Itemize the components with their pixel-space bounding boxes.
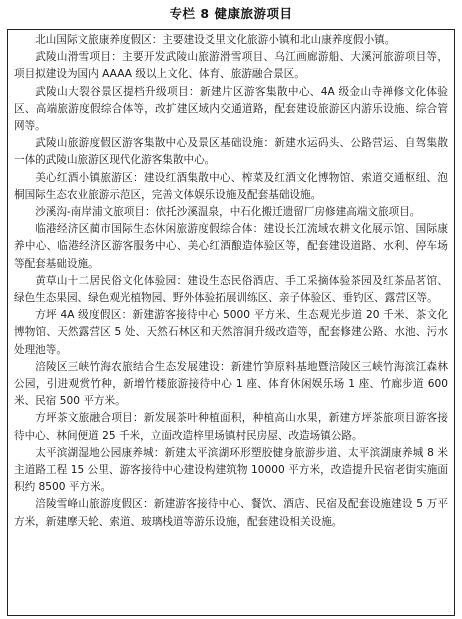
project-paragraph: 临港经济区蔺市国际生态休闲旅游度假综合体：建设长江流域农耕文化展示馆、国际康养中心、临港经济区游客服务中心、美心红酒酿造体验区等，配套建设道路、水利、停车场等配套基础设施。 bbox=[14, 223, 448, 270]
project-paragraph: 武陵山旅游度假区游客集散中心及景区基础设施：新建水运码头、公路营运、自驾集散一体的武陵山旅游区现代化游客集散中心。 bbox=[14, 137, 448, 167]
project-paragraph: 太平滨湖湿地公园康养城：新建太平滨湖环形塑胶健身旅游步道、太平滨湖康养城 8 米主道路工程 15 公里、游客接待中心建设构建筑物 10000 平方米，改造提升民宿老街实施面积约 8500 平方米。 bbox=[14, 446, 448, 494]
project-paragraph: 武陵山大裂谷景区提档升级项目：新建片区游客集散中心、4A 级金山寺禅修文化体验区、高端旅游度假综合体等，改扩建区域内交通道路，配套建设旅游区内游乐设施、综合管网等。 bbox=[14, 85, 448, 133]
project-paragraph: 黄草山十二居民俗文化体验园：建设生态民俗酒店、手工采摘体验茶园及红茶品茗馆、绿色生态果园、绿色观光植物园、野外体验拓展训练区、亲子体验区、垂钓区、露营区等。 bbox=[14, 274, 448, 305]
project-paragraph: 涪陵雪峰山旅游度假区：新建游客接待中心、餐饮、酒店、民宿及配套设施建设 5 万平方米，新建摩天轮、索道、玻璃栈道等游乐设施，配套建设相关设施。 bbox=[14, 498, 448, 528]
page-title: 专栏 8 健康旅游项目 bbox=[169, 6, 293, 21]
project-paragraph: 沙溪沟-南岸浦文旅项目：依托沙溪温泉，中石化搬迁遗留厂房修建高端文旅项目。 bbox=[35, 206, 421, 219]
project-paragraph: 方坪茶文旅融合项目：新发展茶叶种植面积，种植高山水果，新建方坪茶旅项目游客接待中心、林间便道 25 千米，立面改造梓里场镇村民房屋、改造场镇公路。 bbox=[14, 412, 448, 442]
column-box bbox=[7, 29, 455, 616]
project-paragraph: 北山国际文旅康养度假区：主要建设爻里文化旅游小镇和北山康养度假小镇。 bbox=[35, 34, 396, 46]
project-paragraph: 方坪 4A 级度假区：新建游客接待中心 5000 平方米、生态观光步道 20 千米、茶文化博物馆、天然露营区 5 处、天然石林区和天然溶洞升级改造等，配套修建公路、水池、污水处理池等。 bbox=[14, 309, 448, 356]
project-paragraph: 涪陵区三峡竹海农旅结合生态发展建设：新建竹笋原料基地暨涪陵区三峡竹海滨江森林公园，引进观赏竹种，新增竹楼旅游接待中心 1 座、体育休闲娱乐场 1 座、竹廊步道 600 米、民宿 500 平方米。 bbox=[14, 360, 448, 408]
project-paragraph: 武陵山滑雪项目：主要开发武陵山旅游滑雪项目、乌江画廊游船、大溪河旅游项目等，项目拟建设为国内 AAAA 级以上文化、体育、旅游融合景区。 bbox=[14, 51, 448, 81]
project-paragraph: 美心红酒小镇旅游区：建设红酒集散中心、榨菜及红酒文化博物馆、索道交通枢纽、泡桐国际生态农业旅游示范区，完善文体娱乐设施及配套基础设施。 bbox=[14, 171, 448, 201]
